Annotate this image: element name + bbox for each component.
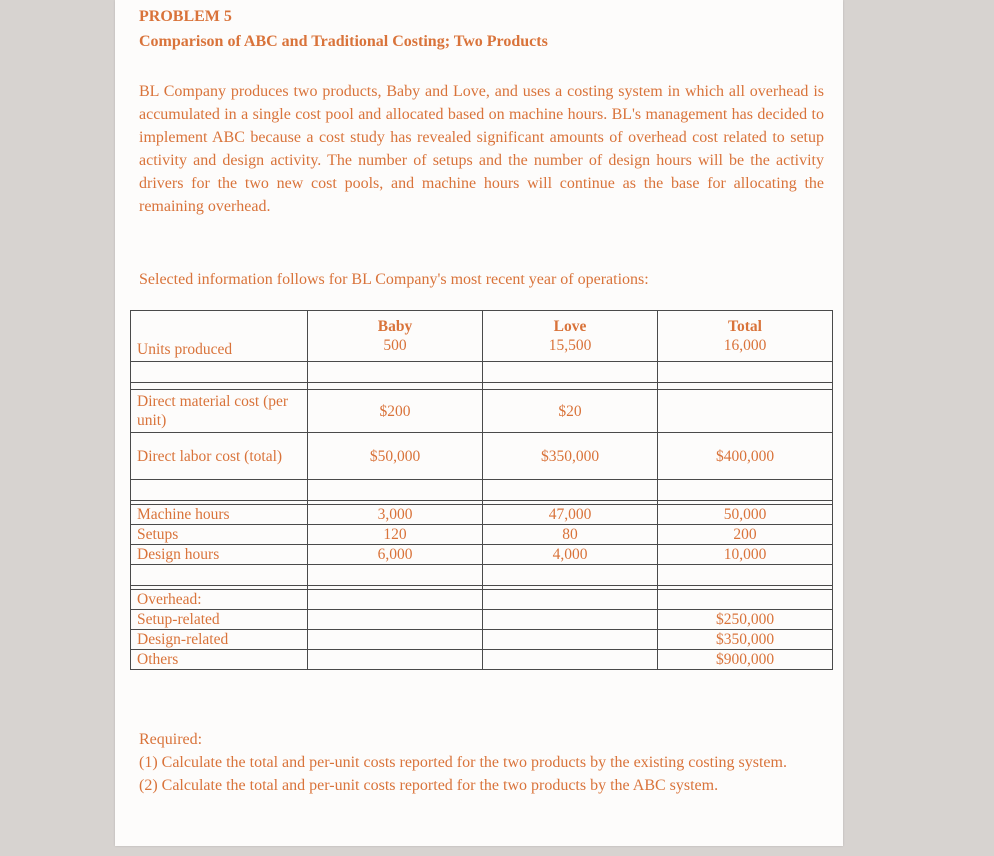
table-row	[131, 480, 833, 501]
dm-love: $20	[483, 390, 658, 433]
baby-header: Baby	[377, 318, 413, 335]
dl-baby: $50,000	[308, 433, 483, 480]
dh-baby: 6,000	[308, 545, 483, 565]
dm-total	[658, 390, 833, 433]
table-row	[131, 362, 833, 383]
required-question-1: (1) Calculate the total and per-unit costs reported for the two products by the existing costing system.	[139, 754, 787, 771]
table-row	[131, 390, 833, 433]
table-row	[131, 610, 833, 630]
table-row	[131, 565, 833, 586]
setups-baby: 120	[308, 525, 483, 545]
table-row	[131, 650, 833, 670]
dh-total: 10,000	[658, 545, 833, 565]
table-row	[131, 505, 833, 525]
dm-baby: $200	[308, 390, 483, 433]
overhead-label: Overhead:	[131, 590, 308, 610]
dm-label: Direct material cost (per unit)	[131, 390, 308, 433]
design-related-label: Design-related	[131, 630, 308, 650]
problem-title: Comparison of ABC and Traditional Costing; Two Products	[139, 33, 548, 50]
setup-related-total: $250,000	[658, 610, 833, 630]
baby-units: 500	[383, 337, 407, 354]
required-question-2: (2) Calculate the total and per-unit costs reported for the two products by the ABC system.	[139, 777, 719, 794]
table-row	[131, 433, 833, 480]
dh-love: 4,000	[483, 545, 658, 565]
dh-label: Design hours	[131, 545, 308, 565]
dl-love: $350,000	[483, 433, 658, 480]
design-related-total: $350,000	[658, 630, 833, 650]
table-row	[131, 545, 833, 565]
love-header: Love	[553, 318, 587, 335]
mh-love: 47,000	[483, 505, 658, 525]
dl-total: $400,000	[658, 433, 833, 480]
setup-related-label: Setup-related	[131, 610, 308, 630]
total-column	[658, 311, 833, 362]
intro-paragraph: BL Company produces two products, Baby and Love, and uses a costing system in which all overhead is accumulated in a single cost pool and allocated based on machine hours. BL's management has decided to implement ABC because a cost study has revealed significant amounts of overhead cost related to setup activity and design activity. The number of setups and the number of design hours will be the activity drivers for the two new cost pools, and machine hours will continue as the base for allocating the remaining overhead.	[139, 83, 824, 215]
selected-info-text: Selected information follows for BL Company's most recent year of operations:	[139, 271, 649, 288]
love-units: 15,500	[548, 337, 592, 354]
total-units: 16,000	[723, 337, 767, 354]
document-page	[115, 0, 843, 846]
problem-number: PROBLEM 5	[139, 8, 232, 25]
required-section	[139, 728, 824, 797]
setups-total: 200	[658, 525, 833, 545]
units-label: Units produced	[131, 311, 308, 362]
others-total: $900,000	[658, 650, 833, 670]
setups-label: Setups	[131, 525, 308, 545]
setups-love: 80	[483, 525, 658, 545]
total-header: Total	[728, 318, 762, 335]
mh-label: Machine hours	[131, 505, 308, 525]
baby-column	[308, 311, 483, 362]
table-row	[131, 590, 833, 610]
love-column	[483, 311, 658, 362]
table-row	[131, 383, 833, 390]
others-label: Others	[131, 650, 308, 670]
required-title: Required:	[139, 731, 203, 748]
table-row	[131, 311, 833, 362]
mh-baby: 3,000	[308, 505, 483, 525]
mh-total: 50,000	[658, 505, 833, 525]
table-row	[131, 525, 833, 545]
dl-label: Direct labor cost (total)	[131, 433, 308, 480]
table-row	[131, 630, 833, 650]
cost-data-table	[130, 310, 833, 670]
